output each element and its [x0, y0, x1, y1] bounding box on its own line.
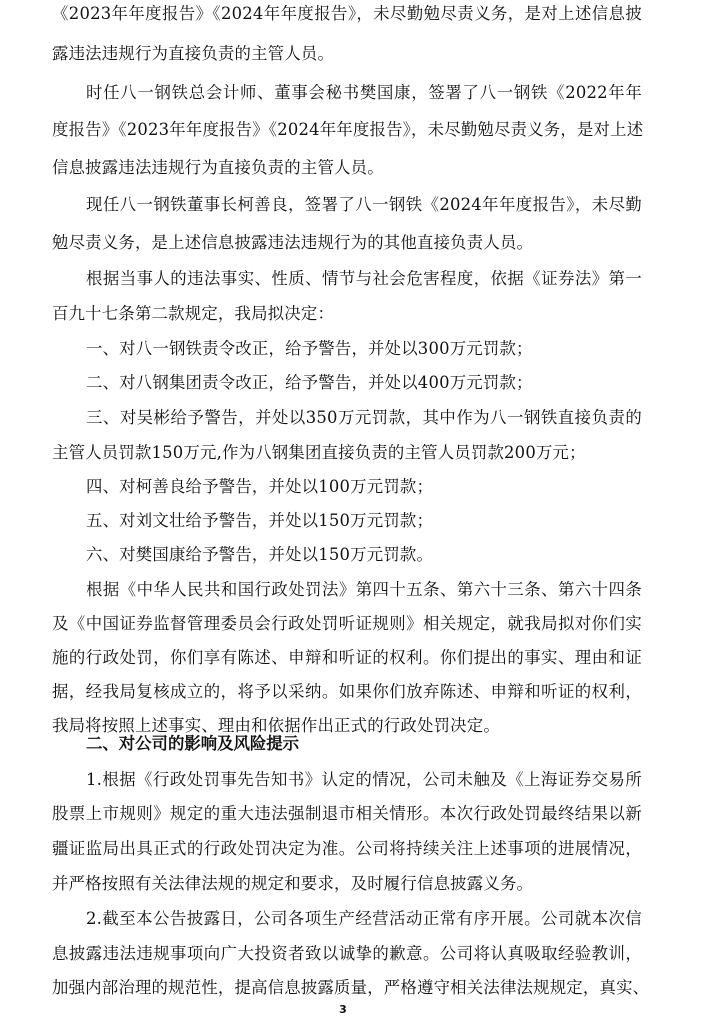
text-line: 股票上市规则》规定的重大违法强制退市相关情形。本次行政处罚最终结果以新	[52, 804, 642, 823]
text-line: 施的行政处罚，你们享有陈述、申辩和听证的权利。你们提出的事实、理由和证	[52, 648, 642, 667]
text-line: 五、对刘文壮给予警告，并处以150万元罚款；	[86, 511, 434, 530]
text-line: 1.根据《行政处罚事先告知书》认定的情况，公司未触及《上海证券交易所	[86, 770, 642, 789]
text-line: 现任八一钢铁董事长柯善良，签署了八一钢铁《2024年年度报告》，未尽勤	[86, 195, 642, 214]
text-line: 露违法违规行为直接负责的主管人员。	[52, 44, 335, 63]
text-line: 疆证监局出具正式的行政处罚决定为准。公司将持续关注上述事项的进展情况，	[52, 839, 642, 858]
text-line: 2.截至本公告披露日，公司各项生产经营活动正常有序开展。公司就本次信	[86, 909, 642, 928]
text-line: 我局将按照上述事实、理由和依据作出正式的行政处罚决定。	[52, 716, 500, 735]
text-line: 信息披露违法违规行为直接负责的主管人员。	[52, 158, 384, 177]
text-line: 度报告》《2023年年度报告》《2024年年度报告》，未尽勤勉尽责义务，是对上述	[52, 120, 644, 139]
text-line: 主管人员罚款150万元,作为八钢集团直接负责的主管人员罚款200万元；	[52, 443, 586, 462]
text-line: 加强内部治理的规范性，提高信息披露质量，严格遵守相关法律法规规定，真实、	[52, 978, 650, 997]
text-line: 三、对吴彬给予警告，并处以350万元罚款，其中作为八一钢铁直接负责的	[86, 408, 642, 427]
text-line: 及《中国证券监督管理委员会行政处罚听证规则》相关规定，就我局拟对你们实	[52, 614, 642, 633]
text-line: 勉尽责义务，是上述信息披露违法违规行为的其他直接负责人员。	[52, 233, 534, 252]
text-line: 百九十七条第二款规定，我局拟决定：	[52, 304, 335, 323]
text-line: 二、对八钢集团责令改正，给予警告，并处以400万元罚款；	[86, 373, 533, 392]
text-line: 根据《中华人民共和国行政处罚法》第四十五条、第六十三条、第六十四条	[86, 580, 642, 599]
text-line: 六、对樊国康给予警告，并处以150万元罚款。	[86, 545, 434, 564]
text-line: 一、对八一钢铁责令改正，给予警告，并处以300万元罚款；	[86, 339, 533, 358]
text-line: 四、对柯善良给予警告，并处以100万元罚款；	[86, 477, 434, 496]
page-number: 3	[339, 1003, 347, 1016]
text-line: 并严格按照有关法律法规的规定和要求，及时履行信息披露义务。	[52, 874, 534, 893]
text-line: 《2023年年度报告》《2024年年度报告》，未尽勤勉尽责义务，是对上述信息披	[52, 4, 642, 23]
text-line: 时任八一钢铁总会计师、董事会秘书樊国康，签署了八一钢铁《2022年年	[86, 83, 642, 102]
text-line: 根据当事人的违法事实、性质、情节与社会危害程度，依据《证券法》第一	[86, 269, 642, 288]
section-heading: 二、对公司的影响及风险提示	[86, 734, 300, 753]
text-line: 息披露违法违规事项向广大投资者致以诚挚的歉意。公司将认真吸取经验教训，	[52, 944, 642, 963]
text-line: 据，经我局复核成立的，将予以采纳。如果你们放弃陈述、申辩和听证的权利，	[52, 682, 642, 701]
